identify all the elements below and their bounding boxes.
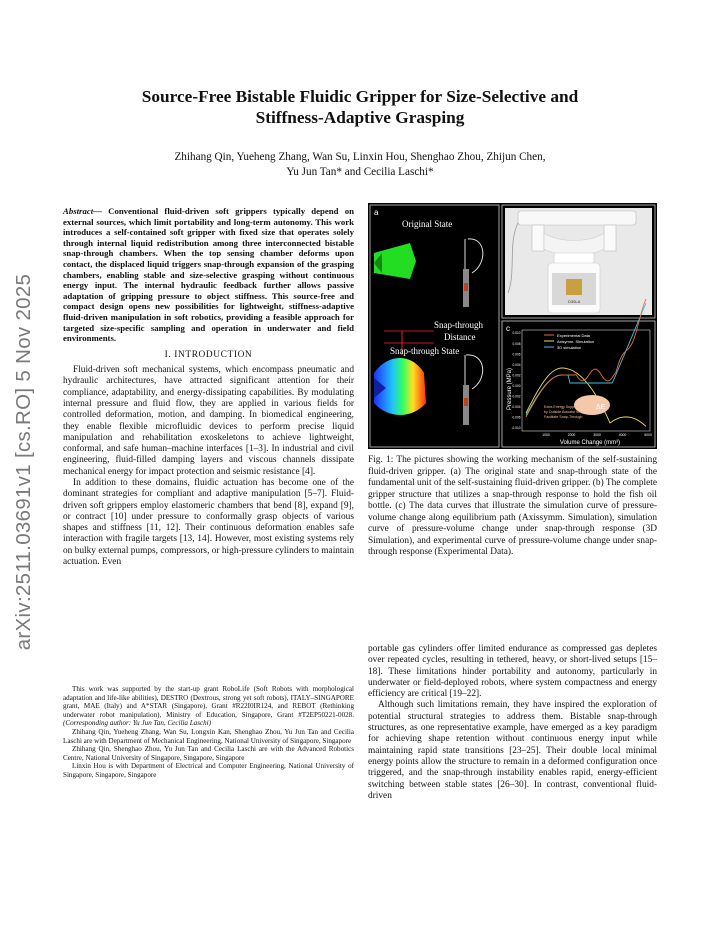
legend-experimental: Experimental Data <box>557 333 590 338</box>
footnote-funding: This work was supported by the start-up grant RoboLife (Soft Robots with morphological adaptation and life-like abilities), DESTRO (Dextrous, strong yet soft robots), ITALY–SINGAPORE grant, MAE (Italy) and A*STAR (Singapore), Grant #R22I0IR124, and REBOT (Rethinking underwater robot manipulation), Ministry of Education, Singapore, Grant #T2EP50221-0028. <box>63 685 354 719</box>
right-column <box>368 644 657 802</box>
footnotes <box>63 685 354 780</box>
chart-ylabel: Pressure (MPa) <box>507 367 513 411</box>
intro-paragraph-1: Fluid-driven soft mechanical systems, which encompass pneumatic and hydraulic architectures, have attracted significant attention for their compliance, adaptability, and energy-dissipating capabilities. By modulating internal pressure and fluid flow, they are applied in various fields for controlled deformation, motion, and damping. In biomedical engineering, they enable flexible microfluidic devices to perform precise liquid manipulation and rehabilitation exoskeletons to achieve lightweight, conformal, and safe human–machine interfaces [1–3]. In industrial and civil engineering, fluid-filled damping layers and viscous channels dissipate mechanical energy for impact protection and seismic resistance [4]. <box>63 365 354 477</box>
tube-snap <box>466 355 483 389</box>
footnote-affiliation-3: Linxin Hou is with Department of Electrical and Computer Engineering, National University of Singapore, Singapore, Singapore <box>63 762 354 779</box>
figure-caption: Fig. 1: The pictures showing the working mechanism of the self-sustaining fluid-driven gripper. (a) The original state and snap-through state of the fundamental unit of the self-sustaining fluid-driven gripper. (b) The complete gripper structure that utilizes a snap-through response to hold the fish oil bottle. (c) The data curves that illustrate the simulation curve of pressure-volume change along equilibrium path (Axissymm. Simulation), simulation curve of pressure-volume change under snap-through response (3D Simulation), and experimental curve of pressure-volume change under snap-through response (Experimental Data). <box>368 455 657 557</box>
syringe-snap-plunger <box>464 398 468 406</box>
author-list: Zhihang Qin, Yueheng Zhang, Wan Su, Linxin Hou, Shenghao Zhou, Zhijun Chen, Yu Jun Tan* and Cecilia Laschi* <box>174 151 546 178</box>
left-column <box>63 206 354 568</box>
annotation-line-1: Extra Energy Supplied <box>544 405 580 409</box>
panel-a-letter: a <box>374 208 379 217</box>
panel-c-letter: c <box>506 324 510 333</box>
chart-legend <box>544 333 594 350</box>
syringe-original-plunger <box>464 283 468 291</box>
annotation-line-3: Facilitate Snap-Through <box>544 415 583 419</box>
intro-paragraph-2: In addition to these domains, fluidic actuation has become one of the dominant strategies for compliant and adaptive manipulation [5–7]. Fluid-driven soft grippers employ elastomeric chambers that bend [8], expand [9], or contract [10] under pressure to conformally grasp objects of various shapes and stiffness [11, 12]. Their continuous deformation enables safe interaction with fragile targets [13, 14]. However, most existing systems rely on bulky external pumps, compressors, or high-pressure cylinders to maintain actuation. Even <box>63 477 354 568</box>
paper-title: Source-Free Bistable Fluidic Gripper for Size-Selective and Stiffness-Adaptive Grasping <box>141 87 579 127</box>
arxiv-sidebar <box>4 262 44 662</box>
chart-xlabel: Volume Change (mm³) <box>559 440 621 446</box>
abstract-text: — Conventional fluid-driven soft grippers typically depend on external sources, which limit portability and long-term autonomy. This work introduces a self-contained soft gripper with fixed size that operates solely through internal liquid redistribution among three interconnected bistable snap-through chambers. When the top sensing chamber deforms upon contact, the displaced liquid triggers snap-through expansion of the grasping chambers, enabling stable and size-selective grasping without continuous energy input. The internal hydraulic feedback further allows passive adaptation of gripping pressure to object stiffness. This source-free and compact design opens new possibilities for lightweight, stiffness-adaptive fluid-driven manipulation in soft robotics, providing a feasible approach for targeted size-specific sampling and operation in underwater and field environments. <box>63 206 354 344</box>
chart-ytick-label: 0.004 <box>512 362 521 367</box>
right-paragraph-1: portable gas cylinders offer limited endurance as compressed gas depletes over repeated cycles, resulting in tethered, heavy, or short-lived setups [15–18]. These limitations hinder portability and autonomy, particularly in underwater or field-deployed robots, where system compactness and energy efficiency are critical [19–22]. <box>368 644 657 700</box>
gripper-finger-left <box>532 225 544 251</box>
chart-ytick-label: -0.006 <box>511 415 521 420</box>
section-heading: I. INTRODUCTION <box>164 349 253 360</box>
chart-ytick-label: -0.010 <box>511 426 521 431</box>
chart-ytick-label: 0.002 <box>512 373 521 378</box>
chart-xtick-label: 1000 <box>542 433 550 437</box>
legend-axisym: Axisymm. Simulation <box>557 339 595 344</box>
figure-1 <box>368 203 657 449</box>
snap-distance-label-2: Distance <box>444 332 476 342</box>
original-state-label: Original State <box>402 219 453 229</box>
delta-e-label: ΔE <box>596 404 606 411</box>
figure-1-graphic <box>368 203 657 449</box>
chart-ytick-label: -0.002 <box>511 394 521 399</box>
gripper-finger-right <box>604 225 616 251</box>
tube-original <box>468 239 483 273</box>
footnote-corresponding: (Corresponding author: Yu Jun Tan, Cecilia Laschi) <box>63 719 211 728</box>
annotation-line-2: by Outside Actuator to <box>544 410 580 414</box>
abstract-label: Abstract <box>63 206 94 216</box>
chart-ytick-label: 0.000 <box>512 383 521 388</box>
chart-xtick-label: 4000 <box>618 433 627 437</box>
legend-3d: 3D simulation <box>557 345 582 350</box>
chart-ytick-label: 0.006 <box>512 352 521 357</box>
footnote-affiliation-1: Zhihang Qin, Yueheng Zhang, Wan Su, Longxin Kan, Shenghao Zhou, Yu Jun Tan and Cecilia Laschi are with Department of Mechanical Engineering, National University of Singapore, Singapore <box>63 727 354 745</box>
abstract <box>63 206 354 344</box>
chart-ytick-label: 0.010 <box>512 331 521 336</box>
snap-state-label: Snap-through State <box>390 346 460 356</box>
chart-xtick-label: 3000 <box>593 433 601 437</box>
footnote-affiliation-2: Zhihang Qin, Shenghao Zhou, Yu Jun Tan and Cecilia Laschi are with the Advanced Robotics Centre, National University of Singapore, Singapore, Singapore <box>63 745 354 762</box>
right-paragraph-2: Although such limitations remain, they have inspired the exploration of potential structural strategies to address them. Bistable snap-through structures, as one representative example, have emerged as a key paradigm for achieving shape retention without continuous energy input while maintaining rapid state transitions [23–25]. Their double local minimal energy points allow the structure to remain in a deformed configuration once triggered, and the snap-through instability enables rapid, energy-efficient switching between stable states [26–30]. In contrast, conventional fluid-driven <box>368 700 657 801</box>
chart-xtick-label: 2000 <box>567 433 576 437</box>
chart-xtick-label: 5000 <box>644 433 652 437</box>
bottle-label-text: D30LA <box>568 299 581 304</box>
chart-ytick-label: -0.004 <box>511 405 521 410</box>
chart-ytick-label: 0.008 <box>512 341 521 346</box>
snap-distance-label-1: Snap-through <box>434 320 483 330</box>
bottle-label-graphic <box>566 279 582 295</box>
arxiv-identifier: arXiv:2511.03691v1 [cs.RO] 5 Nov 2025 <box>12 273 35 651</box>
gripper-frame <box>518 211 636 225</box>
